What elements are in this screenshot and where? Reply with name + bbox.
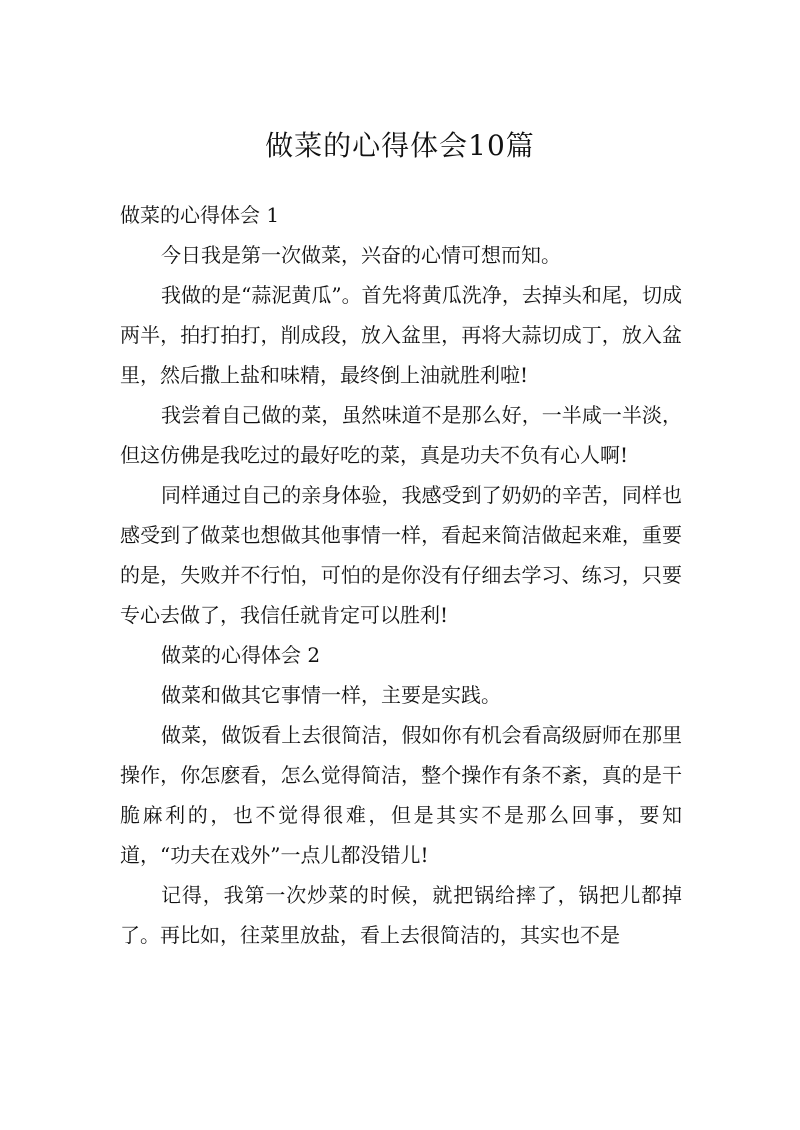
section-heading-2: 做菜的心得体会 2 bbox=[161, 643, 321, 667]
document-body bbox=[120, 195, 682, 955]
document-title: 做菜的心得体会10篇 bbox=[265, 129, 535, 162]
paragraph-2: 我做的是“蒜泥黄瓜”。首先将黄瓜洗净，去掉头和尾，切成两半，拍打拍打，削成段，放入盆里，再将大蒜切成丁，放入盆里，然后撒上盐和味精，最终倒上油就胜利啦! bbox=[120, 283, 682, 387]
paragraph-6: 做菜，做饭看上去很简洁，假如你有机会看高级厨师在那里操作，你怎麽看，怎么觉得简洁，整个操作有条不紊，真的是干脆麻利的，也不觉得很难，但是其实不是那么回事，要知道，“功夫在戏外”一点儿都没错儿! bbox=[120, 723, 682, 867]
paragraph-3: 我尝着自己做的菜，虽然味道不是那么好，一半咸一半淡，但这仿佛是我吃过的最好吃的菜，真是功夫不负有心人啊! bbox=[120, 403, 682, 467]
paragraph-4: 同样通过自己的亲身体验，我感受到了奶奶的辛苦，同样也感受到了做菜也想做其他事情一样，看起来简洁做起来难，重要的是，失败并不行怕，可怕的是你没有仔细去学习、练习，只要专心去做了，我信任就肯定可以胜利! bbox=[120, 483, 682, 627]
section-heading-1: 做菜的心得体会 1 bbox=[120, 203, 280, 227]
paragraph-1: 今日我是第一次做菜，兴奋的心情可想而知。 bbox=[161, 243, 561, 267]
paragraph-7: 记得，我第一次炒菜的时候，就把锅给摔了，锅把儿都掉了。再比如，往菜里放盐，看上去很简洁的，其实也不是 bbox=[120, 883, 682, 947]
paragraph-5: 做菜和做其它事情一样，主要是实践。 bbox=[161, 683, 501, 707]
